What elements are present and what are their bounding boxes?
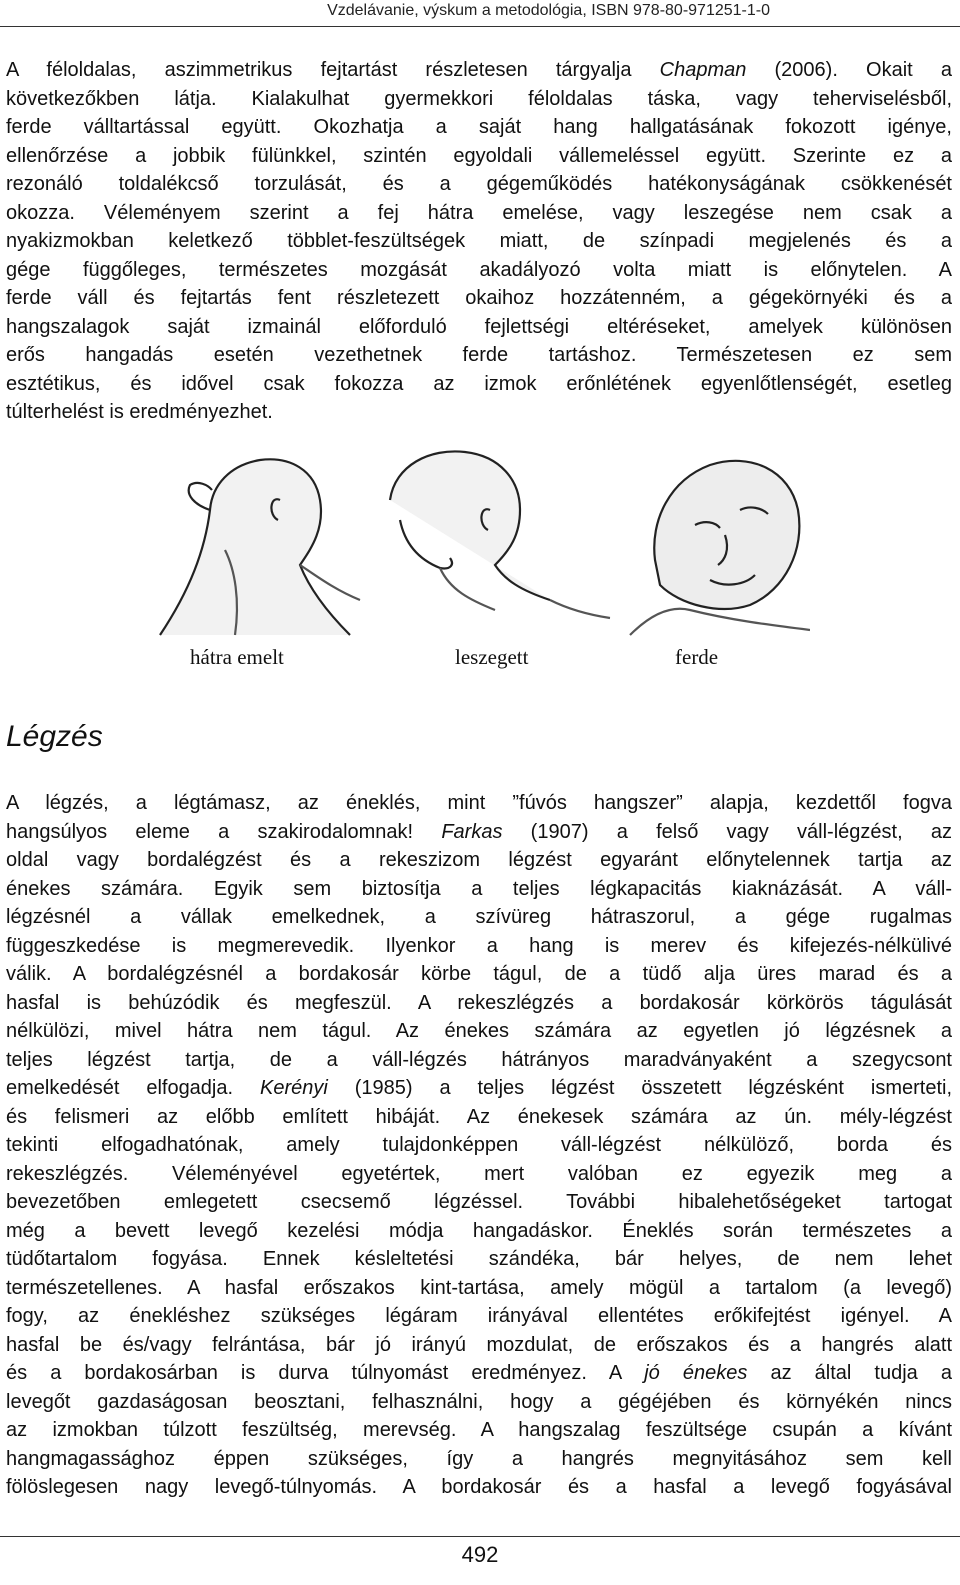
- text-line: fölöslegesen nagy levegő-túlnyomás. A bordakosár és a hasfal a levegő fogyásával: [6, 1476, 952, 1498]
- text-line: ellenőrzése a jobbik fülünkkel, szintén egyoldali vállemeléssel együtt. Szerinte ez a: [6, 144, 952, 167]
- paragraph-head-posture: [6, 56, 952, 427]
- text-line: bevezetőben emlegetett csecsemő légzéssel. További hibalehetőségeket tartogat: [6, 1191, 952, 1213]
- text-line: túlterhelést is eredményezhet.: [6, 401, 273, 423]
- text-line: fogy, az énekléshez szükséges légáram irányával ellentétes erőkifejtést igényel. A: [6, 1305, 952, 1327]
- text-line: az izmokban túlzott feszültség, merevség. A hangszalag feszültsége csupán a kívánt: [6, 1419, 952, 1441]
- text-line: oldal vagy bordalégzést és a rekeszizom légzést egyaránt előnytelennek tartja az: [6, 849, 952, 871]
- text-line: hangszalagok saját izmainál előforduló fejlettségi eltéréseket, amelyek különösen: [6, 315, 952, 338]
- footer-divider: [0, 1536, 960, 1537]
- text-line: ferde váll és fejtartás fent részletezett okaihoz hozzátenném, a gégekörnyéki és a: [6, 287, 952, 309]
- text-line: függeszkedése is megmerevedik. Ilyenkor a hang is merev és kifejezés-nélkülivé: [6, 934, 952, 957]
- text-line: rekeszlégzés. Véleményével egyetértek, mert valóban ez egyezik meg a: [6, 1162, 952, 1185]
- caption-head-sideways: ferde: [675, 645, 719, 669]
- head-tilted-sideways-drawing: [630, 461, 810, 635]
- text-line: hangsúlyos eleme a szakirodalomnak! Farkas (1907) a felső vagy váll-légzést, az: [6, 820, 952, 843]
- text-line: válik. A bordalégzésnél a bordakosár körbe tágul, de a tüdő alja üres marad és a: [6, 963, 952, 985]
- text-line: emelkedését elfogadja. Kerényi (1985) a teljes légzést összetett légzésként ismerteti,: [6, 1077, 953, 1099]
- page-number: 492: [461, 1542, 499, 1567]
- text-line: ferde válltartással együtt. Okozhatja a saját hang hallgatásának fokozott igénye,: [6, 116, 952, 138]
- text-line: énekes számára. Egyik sem biztosítja a teljes légkapacitás kiaknázását. A váll-: [6, 877, 952, 900]
- head-bowed-down-drawing: [390, 451, 610, 618]
- text-line: és felismeri az előbb említett hibáját. Az énekesek számára az ún. mély-légzést: [6, 1105, 952, 1128]
- text-line: hangmagassághoz éppen szükséges, így a hangrés megnyitásához sem kell: [6, 1447, 952, 1470]
- text-line: légzésnél a vállak emelkednek, a szívüreg hátraszorul, a gége rugalmas: [6, 906, 952, 928]
- text-line: és a bordakosárban is durva túlnyomást eredményez. A jó énekes az által tudja a: [6, 1362, 952, 1384]
- figure-captions: [0, 645, 960, 675]
- text-line: tüdőtartalom fogyása. Ennek késleltetési szándéka, bár helyes, de nem lehet: [6, 1248, 952, 1270]
- text-line: gége függőleges, természetes mozgását akadályozó volta miatt is előnytelen. A: [6, 258, 952, 281]
- caption-head-back: hátra emelt: [190, 645, 284, 669]
- text-line: levegőt gazdaságosan beosztani, felhasználni, hogy a gégéjében és környékén nincs: [6, 1390, 952, 1413]
- text-line: tekinti elfogadhatónak, amely tulajdonképpen váll-légzést nélkülöző, borda és: [6, 1134, 952, 1156]
- running-header: Vzdelávanie, výskum a metodológia, ISBN 978-80-971251-1-0: [0, 0, 960, 27]
- text-line: A féloldalas, aszimmetrikus fejtartást részletesen tárgyalja Chapman (2006). Okait a: [6, 59, 952, 81]
- head-tilted-back-drawing: [160, 459, 360, 635]
- head-posture-illustrations: [150, 440, 810, 640]
- text-line: esztétikus, és idővel csak fokozza az izmok erőnlétének egyenlőtlenségét, esetleg: [6, 372, 952, 395]
- text-line: nélkülözi, mivel hátra nem tágul. Az énekes számára az egyetlen jó légzésnek a: [6, 1020, 952, 1042]
- text-line: rezonáló toldalékcső torzulását, és a gégeműködés hatékonyságának csökkenését: [6, 173, 952, 195]
- text-line: következőkben látja. Kialakulhat gyermekkori féloldalas táska, vagy teherviselésből,: [6, 87, 952, 110]
- text-line: nyakizmokban keletkező többlet-feszültségek miatt, de színpadi megjelenés és a: [6, 230, 952, 252]
- text-line: természetellenes. A hasfal erőszakos kint-tartása, amely mögül a tartalom (a levegő): [6, 1276, 952, 1299]
- text-line: A légzés, a légtámasz, az éneklés, mint ”fúvós hangszer” alapja, kezdettől fogva: [6, 792, 952, 814]
- paragraph-breathing: [6, 789, 952, 1502]
- text-line: erős hangadás esetén vezethetnek ferde tartáshoz. Természetesen ez sem: [6, 344, 952, 366]
- text-line: teljes légzést tartja, de a váll-légzés hátrányos maradványaként a szegycsont: [6, 1048, 952, 1071]
- text-line: még a bevett levegő kezelési módja hangadáskor. Éneklés során természetes a: [6, 1219, 952, 1242]
- caption-head-down: leszegett: [455, 645, 529, 669]
- text-line: okozza. Véleményem szerint a fej hátra emelése, vagy leszegése nem csak a: [6, 201, 952, 224]
- text-line: hasfal be és/vagy felrántása, bár jó irányú mozdulat, de erőszakos és a hangrés alatt: [6, 1333, 952, 1356]
- section-heading: Légzés: [6, 720, 103, 753]
- text-line: hasfal is behúzódik és megfeszül. A rekeszlégzés a bordakosár körkörös tágulását: [6, 991, 952, 1014]
